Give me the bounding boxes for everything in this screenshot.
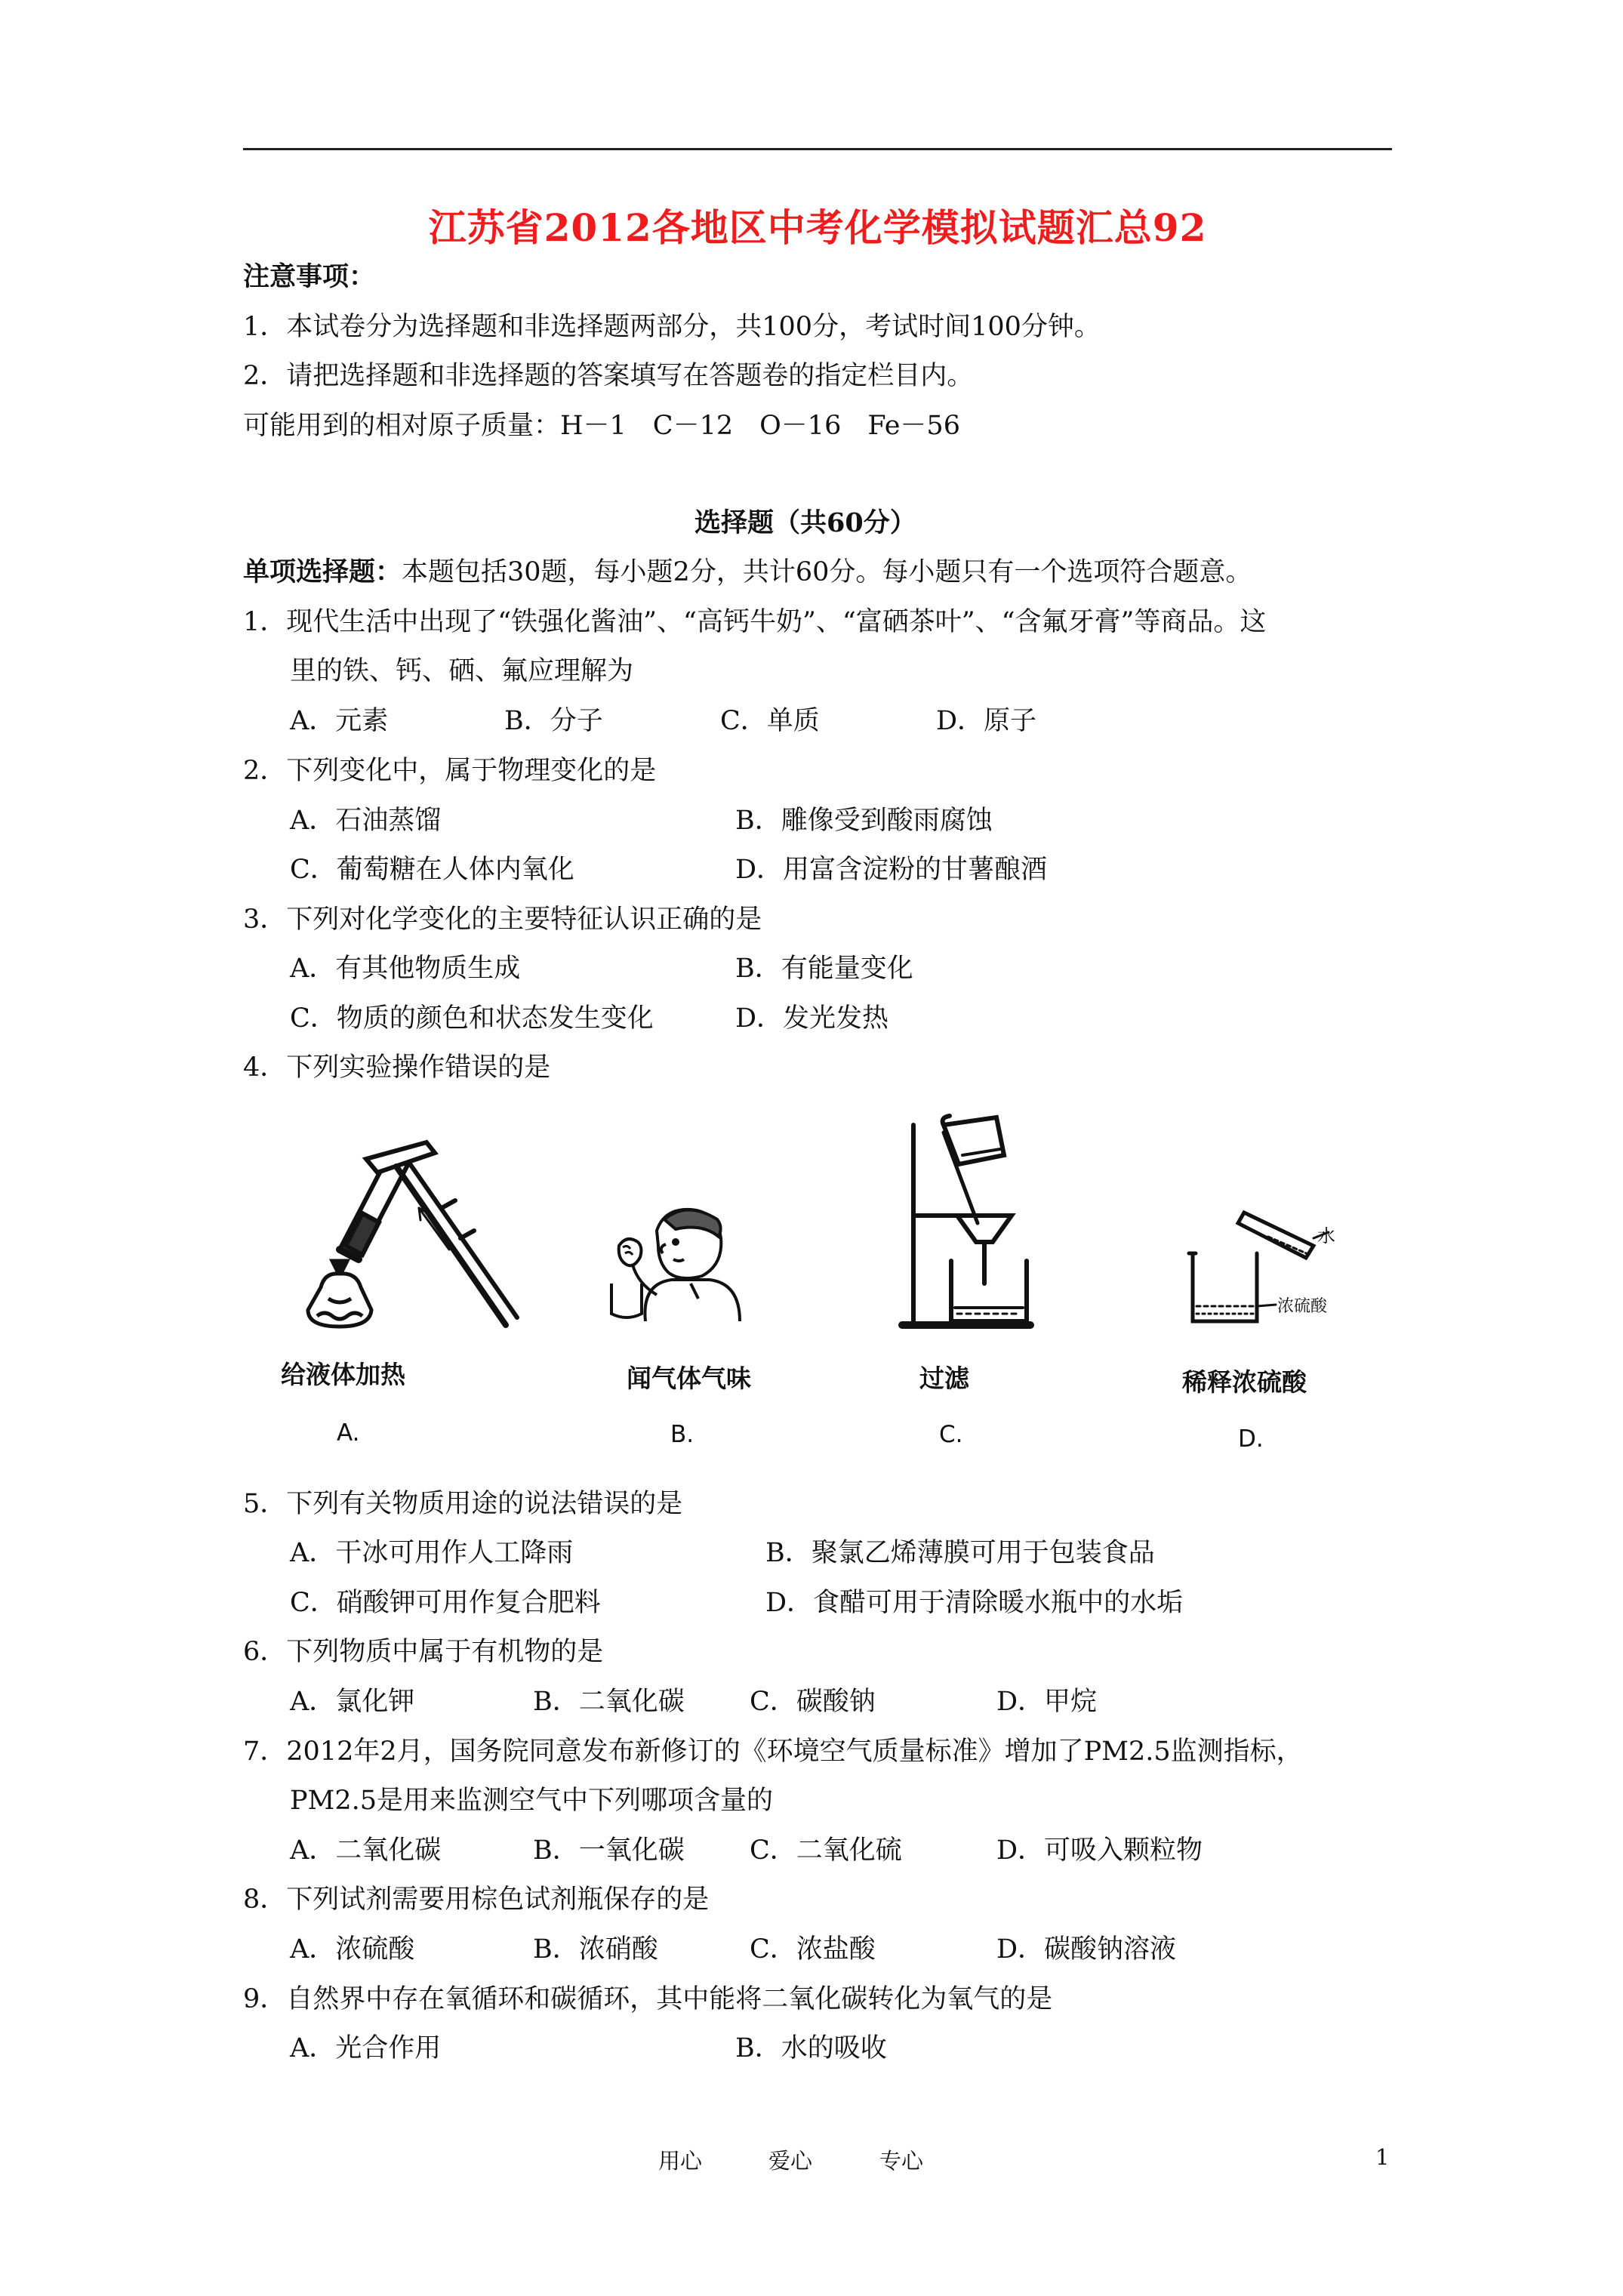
q5-option-a: A．干冰可用作人工降雨 [290,1538,574,1568]
q4-figure-d-water-tag: 水 [1317,1225,1335,1247]
q3-option-c: C．物质的颜色和状态发生变化 [290,1003,654,1034]
q8-option-a: A．浓硫酸 [290,1934,415,1965]
footer-motto-1: 用心 [658,2148,703,2174]
q3-option-d: D．发光发热 [735,1003,889,1034]
q9-stem: 9．自然界中存在氧循环和碳循环，其中能将二氧化碳转化为氧气的是 [243,1984,1053,2014]
q4-figure-a-label: 给液体加热 [281,1360,405,1389]
q5-option-c: C．硝酸钾可用作复合肥料 [290,1588,601,1618]
q4-figure-d-letter: D. [1238,1425,1264,1453]
q1-option-a: A．元素 [290,706,389,736]
q2-stem: 2．下列变化中，属于物理变化的是 [243,756,657,786]
q4-figure-c-letter: C. [939,1421,963,1448]
q9-option-b: B．水的吸收 [735,2033,887,2063]
q7-option-c: C．二氧化硫 [750,1835,902,1866]
q1-option-c: C．单质 [720,706,820,736]
atomic-masses: 可能用到的相对原子质量：H－1 C－12 O－16 Fe－56 [243,411,960,441]
q1-option-d: D．原子 [936,706,1037,736]
q6-option-b: B．二氧化碳 [533,1687,685,1717]
q7-stem-line2: PM2.5是用来监测空气中下列哪项含量的 [290,1786,774,1816]
notes-item-1: 1．本试卷分为选择题和非选择题两部分，共100分，考试时间100分钟。 [243,312,1101,342]
q7-option-d: D．可吸入颗粒物 [996,1835,1203,1866]
section-instruction [243,556,1252,588]
q4-figure-c-label: 过滤 [919,1364,969,1393]
notes-heading: 注意事项： [243,261,376,292]
q4-figure-d-acid-tag: 浓硫酸 [1277,1297,1328,1316]
q6-option-d: D．甲烷 [996,1687,1098,1717]
footer-motto-3: 专心 [879,2148,924,2174]
q4-figure-b-letter: B. [670,1421,694,1448]
q3-stem: 3．下列对化学变化的主要特征认识正确的是 [243,905,762,935]
q4-stem: 4．下列实验操作错误的是 [243,1052,551,1083]
section-heading: 选择题（共60分） [694,507,916,538]
q8-stem: 8．下列试剂需要用棕色试剂瓶保存的是 [243,1885,710,1915]
q9-option-a: A．光合作用 [290,2033,442,2063]
q2-option-d: D．用富含淀粉的甘薯酿酒 [735,855,1048,885]
filtration-icon [898,1110,1079,1336]
q5-stem: 5．下列有关物质用途的说法错误的是 [243,1489,683,1519]
q6-stem: 6．下列物质中属于有机物的是 [243,1637,604,1667]
q1-stem-line2: 里的铁、钙、硒、氟应理解为 [290,656,634,686]
q8-option-b: B．浓硝酸 [533,1934,658,1965]
notes-item-2: 2．请把选择题和非选择题的答案填写在答题卷的指定栏目内。 [243,361,974,391]
instruction-text: 本题包括30题，每小题2分，共计60分。每小题只有一个选项符合题意。 [402,557,1252,587]
q4-figure-a-letter: A. [337,1419,360,1447]
q2-option-a: A．石油蒸馏 [290,806,442,836]
page-title: 江苏省2012各地区中考化学模拟试题汇总92 [428,205,1207,250]
q7-option-b: B．一氧化碳 [533,1835,685,1866]
instruction-label: 单项选择题： [243,556,402,587]
test-tube-heating-icon [287,1136,536,1333]
q7-stem-line1: 7．2012年2月，国务院同意发布新修订的《环境空气质量标准》增加了PM2.5监测指标， [243,1737,1303,1767]
q4-figure-d-label: 稀释浓硫酸 [1182,1367,1307,1397]
smelling-gas-icon [604,1200,755,1321]
q2-option-c: C．葡萄糖在人体内氧化 [290,855,574,885]
q7-option-a: A．二氧化碳 [290,1835,442,1866]
q6-option-c: C．碳酸钠 [750,1687,876,1717]
header-rule [243,148,1392,150]
q1-option-b: B．分子 [504,706,603,736]
q6-option-a: A．氯化钾 [290,1687,415,1717]
q5-option-d: D．食醋可用于清除暖水瓶中的水垢 [765,1588,1184,1618]
q8-option-c: C．浓盐酸 [750,1934,876,1965]
q2-option-b: B．雕像受到酸雨腐蚀 [735,806,993,836]
page-number: 1 [1375,2144,1390,2170]
q1-stem-line1: 1．现代生活中出现了“铁强化酱油”、“高钙牛奶”、“富硒茶叶”、“含氟牙膏”等商品。这 [243,607,1267,637]
q4-figure-b-label: 闻气体气味 [627,1364,751,1393]
q3-option-a: A．有其他物质生成 [290,954,521,984]
footer-motto-2: 爱心 [768,2148,813,2174]
q8-option-d: D．碳酸钠溶液 [996,1934,1177,1965]
q5-option-b: B．聚氯乙烯薄膜可用于包装食品 [765,1538,1155,1568]
q3-option-b: B．有能量变化 [735,954,913,984]
